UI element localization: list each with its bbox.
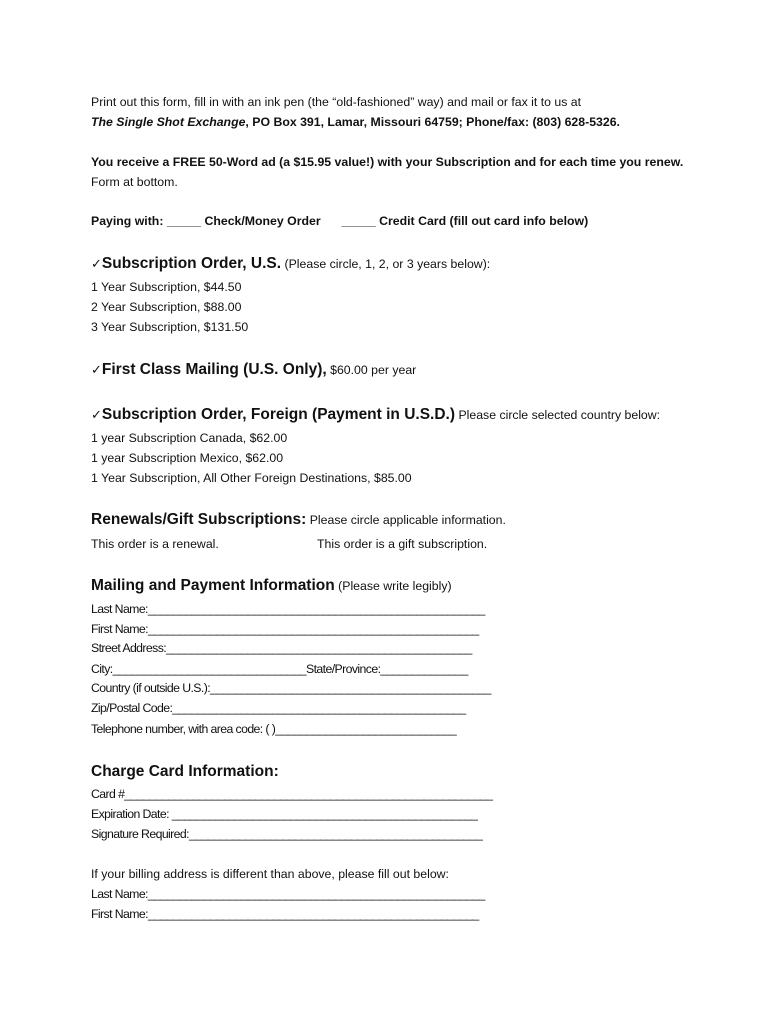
foreign-subscription-title: Subscription Order, Foreign (Payment in U.S.D.) <box>101 406 456 423</box>
paying-with-line <box>91 213 588 229</box>
company-name: The Single Shot Exchange <box>91 115 246 129</box>
gift-option[interactable]: This order is a gift subscription. <box>317 537 488 551</box>
check-money-order-option: Check/Money Order <box>204 214 321 228</box>
foreign-option-2[interactable]: 1 year Subscription Mexico, $62.00 <box>91 451 284 465</box>
billing-note: If your billing address is different than above, please fill out below: <box>91 867 449 881</box>
us-subscription-title: Subscription Order, U.S. <box>101 255 282 272</box>
intro-line-2 <box>91 114 620 130</box>
foreign-option-3[interactable]: 1 Year Subscription, All Other Foreign Destinations, $85.00 <box>91 471 412 485</box>
first-name-field[interactable]: First Name:_____________________________________________________ <box>91 622 479 636</box>
renewals-heading <box>91 510 506 530</box>
us-subscription-heading <box>91 254 490 274</box>
free-ad-line-1: You receive a FREE 50-Word ad (a $15.95 value!) with your Subscription and for each time you renew. <box>91 155 684 169</box>
foreign-subscription-note: Please circle selected country below: <box>458 408 661 422</box>
checkmark-icon: ✓ <box>91 362 102 377</box>
zip-field[interactable]: Zip/Postal Code:_______________________________________________ <box>91 701 466 715</box>
us-option-1[interactable]: 1 Year Subscription, $44.50 <box>91 280 242 294</box>
credit-card-option: Credit Card (fill out card info below) <box>379 214 589 228</box>
checkmark-icon: ✓ <box>91 256 102 271</box>
checkmark-icon: ✓ <box>91 407 102 422</box>
foreign-option-1[interactable]: 1 year Subscription Canada, $62.00 <box>91 431 288 445</box>
charge-card-title: Charge Card Information: <box>91 763 279 780</box>
first-class-title: First Class Mailing (U.S. Only), <box>101 361 327 378</box>
mailing-title: Mailing and Payment Information <box>91 577 335 594</box>
foreign-subscription-heading <box>91 405 660 425</box>
mailing-heading <box>91 576 452 596</box>
renewals-title: Renewals/Gift Subscriptions: <box>91 511 307 528</box>
company-address: , PO Box 391, Lamar, Missouri 64759; Phone/fax: (803) 628-5326. <box>245 115 620 129</box>
street-address-field[interactable]: Street Address:_________________________________________________ <box>91 641 472 655</box>
mailing-note: (Please write legibly) <box>338 579 452 593</box>
first-class-heading <box>91 360 416 380</box>
billing-last-name-field[interactable]: Last Name:______________________________________________________ <box>91 887 485 901</box>
telephone-field[interactable]: Telephone number, with area code: ( )_____________________________ <box>91 722 457 736</box>
city-state-field[interactable]: City:_______________________________State/Province:______________ <box>91 662 468 676</box>
card-number-field[interactable]: Card #___________________________________________________________ <box>91 787 493 801</box>
expiration-date-field[interactable]: Expiration Date: _________________________________________________ <box>91 807 478 821</box>
signature-field[interactable]: Signature Required:_______________________________________________ <box>91 827 483 841</box>
country-field[interactable]: Country (if outside U.S.):_____________________________________________ <box>91 681 491 695</box>
renewals-note: Please circle applicable information. <box>309 513 506 527</box>
us-option-2[interactable]: 2 Year Subscription, $88.00 <box>91 300 242 314</box>
free-ad-line-2: Form at bottom. <box>91 175 178 189</box>
us-subscription-note: (Please circle, 1, 2, or 3 years below): <box>284 257 491 271</box>
first-class-price: $60.00 per year <box>330 363 417 377</box>
intro-line-1: Print out this form, fill in with an ink pen (the “old-fashioned” way) and mail or fax it to us at <box>91 95 582 109</box>
billing-first-name-field[interactable]: First Name:_____________________________________________________ <box>91 907 479 921</box>
credit-blank[interactable]: _____ <box>341 214 376 228</box>
renewal-option[interactable]: This order is a renewal. <box>91 537 219 551</box>
us-option-3[interactable]: 3 Year Subscription, $131.50 <box>91 320 249 334</box>
last-name-field[interactable]: Last Name:______________________________________________________ <box>91 602 485 616</box>
check-blank[interactable]: _____ <box>166 214 202 228</box>
paying-label: Paying with: <box>91 214 164 228</box>
